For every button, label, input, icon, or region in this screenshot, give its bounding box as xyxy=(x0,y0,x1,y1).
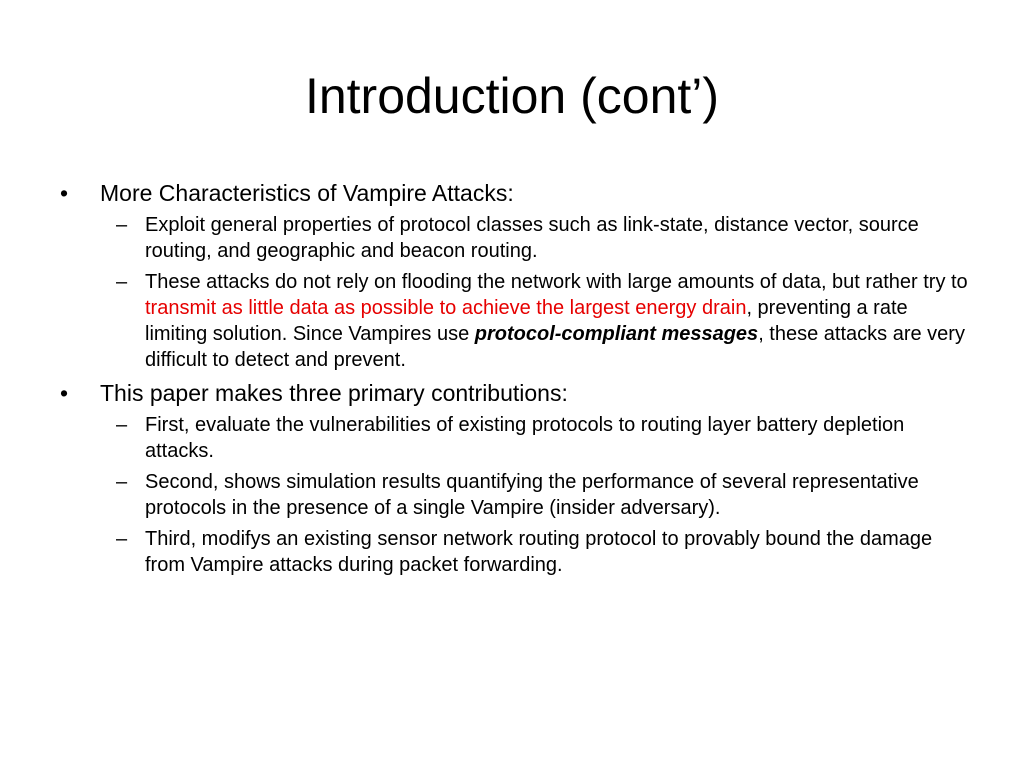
highlight-text: transmit as little data as possible to achieve the largest energy drain xyxy=(145,297,747,319)
sub-bullet-text: Second, shows simulation results quantifying the performance of several representative protocols in the presence of a single Vampire (insider adversary). xyxy=(145,471,919,519)
bullet-dot-icon: • xyxy=(60,180,69,206)
bullet-text: This paper makes three primary contributions: xyxy=(100,380,568,406)
sub-bullet-text-middle: , preventing a rate limiting solution. Since Vampires use xyxy=(145,297,908,345)
dash-icon: – xyxy=(116,414,128,436)
bullet-characteristics xyxy=(58,178,968,208)
sub-bullet-text: Exploit general properties of protocol classes such as link-state, distance vector, source routing, and geographic and beacon routing. xyxy=(145,214,919,262)
sub-bullet-third xyxy=(58,526,968,578)
sub-bullet-text: First, evaluate the vulnerabilities of existing protocols to routing layer battery depletion attacks. xyxy=(145,414,905,462)
bullet-dot-icon: • xyxy=(60,380,69,406)
emphasis-text: protocol-compliant messages xyxy=(474,323,759,345)
sub-bullet-text: Third, modifys an existing sensor network routing protocol to provably bound the damage from Vampire attacks during packet forwarding. xyxy=(145,528,933,576)
slide-title: Introduction (cont’) xyxy=(304,68,720,124)
sub-bullet-flooding xyxy=(58,269,968,373)
bullet-contributions xyxy=(58,378,968,408)
sub-bullet-exploit xyxy=(58,212,968,264)
sub-bullet-text-start: These attacks do not rely on flooding the network with large amounts of data, but rather try to xyxy=(145,271,968,293)
dash-icon: – xyxy=(116,528,128,550)
dash-icon: – xyxy=(116,214,128,236)
slide-content xyxy=(58,178,968,583)
dash-icon: – xyxy=(116,471,128,493)
bullet-text: More Characteristics of Vampire Attacks: xyxy=(100,180,514,206)
dash-icon: – xyxy=(116,271,128,293)
sub-bullet-first xyxy=(58,412,968,464)
sub-bullet-text-end: , these attacks are very difficult to detect and prevent. xyxy=(145,323,965,371)
sub-bullet-second xyxy=(58,469,968,521)
